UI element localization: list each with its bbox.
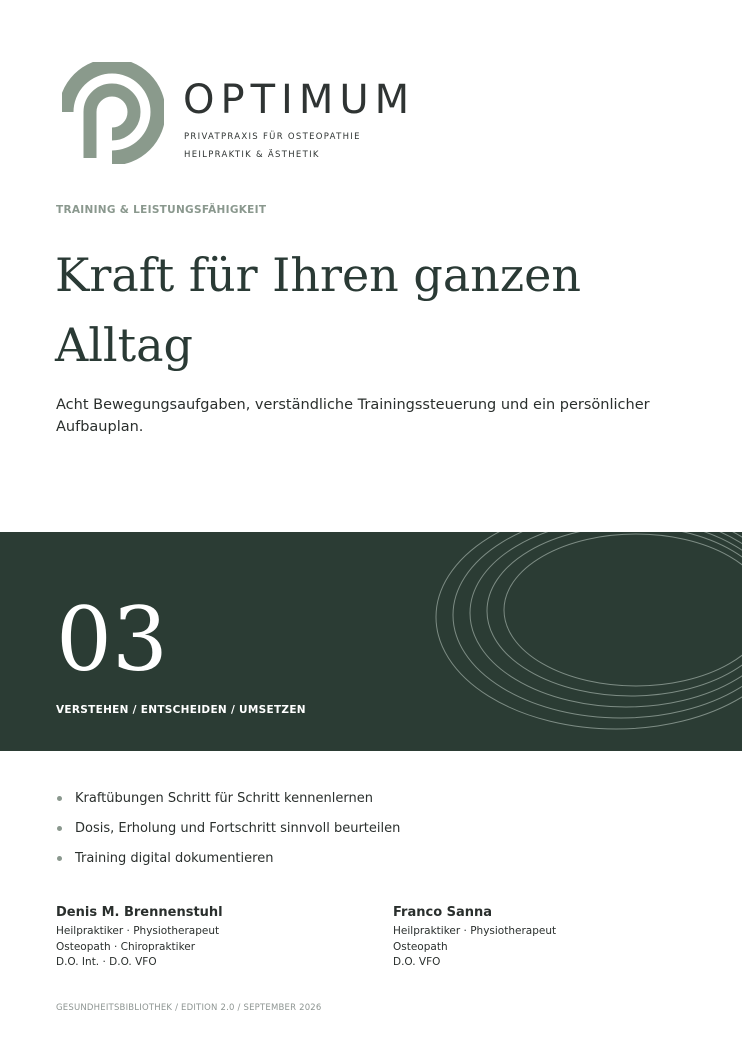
brand-logo [62,62,442,166]
list-item [56,844,400,874]
author-role: D.O. Int. · D.O. VFO [56,956,157,968]
page-subtitle: Acht Bewegungsaufgaben, verständliche Trainingssteuerung und ein persönlicher Aufbauplan. [56,397,650,435]
author-name: Franco Sanna [393,905,493,920]
brand-tagline-2: HEILPRAKTIK & ÄSTHETIK [184,150,320,160]
list-item-text: Training digital dokumentieren [75,851,274,866]
optimum-logo-icon [62,62,164,164]
section-kicker: TRAINING & LEISTUNGSFÄHIGKEIT [56,204,267,216]
list-item-text: Kraftübungen Schritt für Schritt kennenlernen [75,791,373,806]
page-title: Kraft für Ihren ganzen Alltag [55,248,582,372]
brand-tagline-1: PRIVATPRAXIS FÜR OSTEOPATHIE [184,132,361,142]
author-card [56,904,356,971]
author-card [393,904,693,971]
chapter-number: 03 [56,588,168,691]
list-item [56,814,400,844]
author-role: Heilpraktiker · Physiotherapeut [56,925,220,937]
author-role: D.O. VFO [393,956,441,968]
author-role: Osteopath · Chiropraktiker [56,940,196,953]
author-name: Denis M. Brennenstuhl [56,905,223,920]
bullet-dot-icon [57,826,62,831]
list-item [56,784,400,814]
chapter-caption: VERSTEHEN / ENTSCHEIDEN / UMSETZEN [56,704,306,716]
bullet-dot-icon [57,796,62,801]
chapter-band [0,532,742,751]
bullet-dot-icon [57,856,62,861]
list-item-text: Dosis, Erholung und Fortschritt sinnvoll beurteilen [75,821,401,836]
author-role: Osteopath [393,940,448,953]
feature-list [56,784,400,874]
brand-name: OPTIMUM [183,77,416,123]
edition-footer: GESUNDHEITSBIBLIOTHEK / EDITION 2.0 / SEPTEMBER 2026 [56,1003,322,1013]
author-role: Heilpraktiker · Physiotherapeut [393,925,557,937]
